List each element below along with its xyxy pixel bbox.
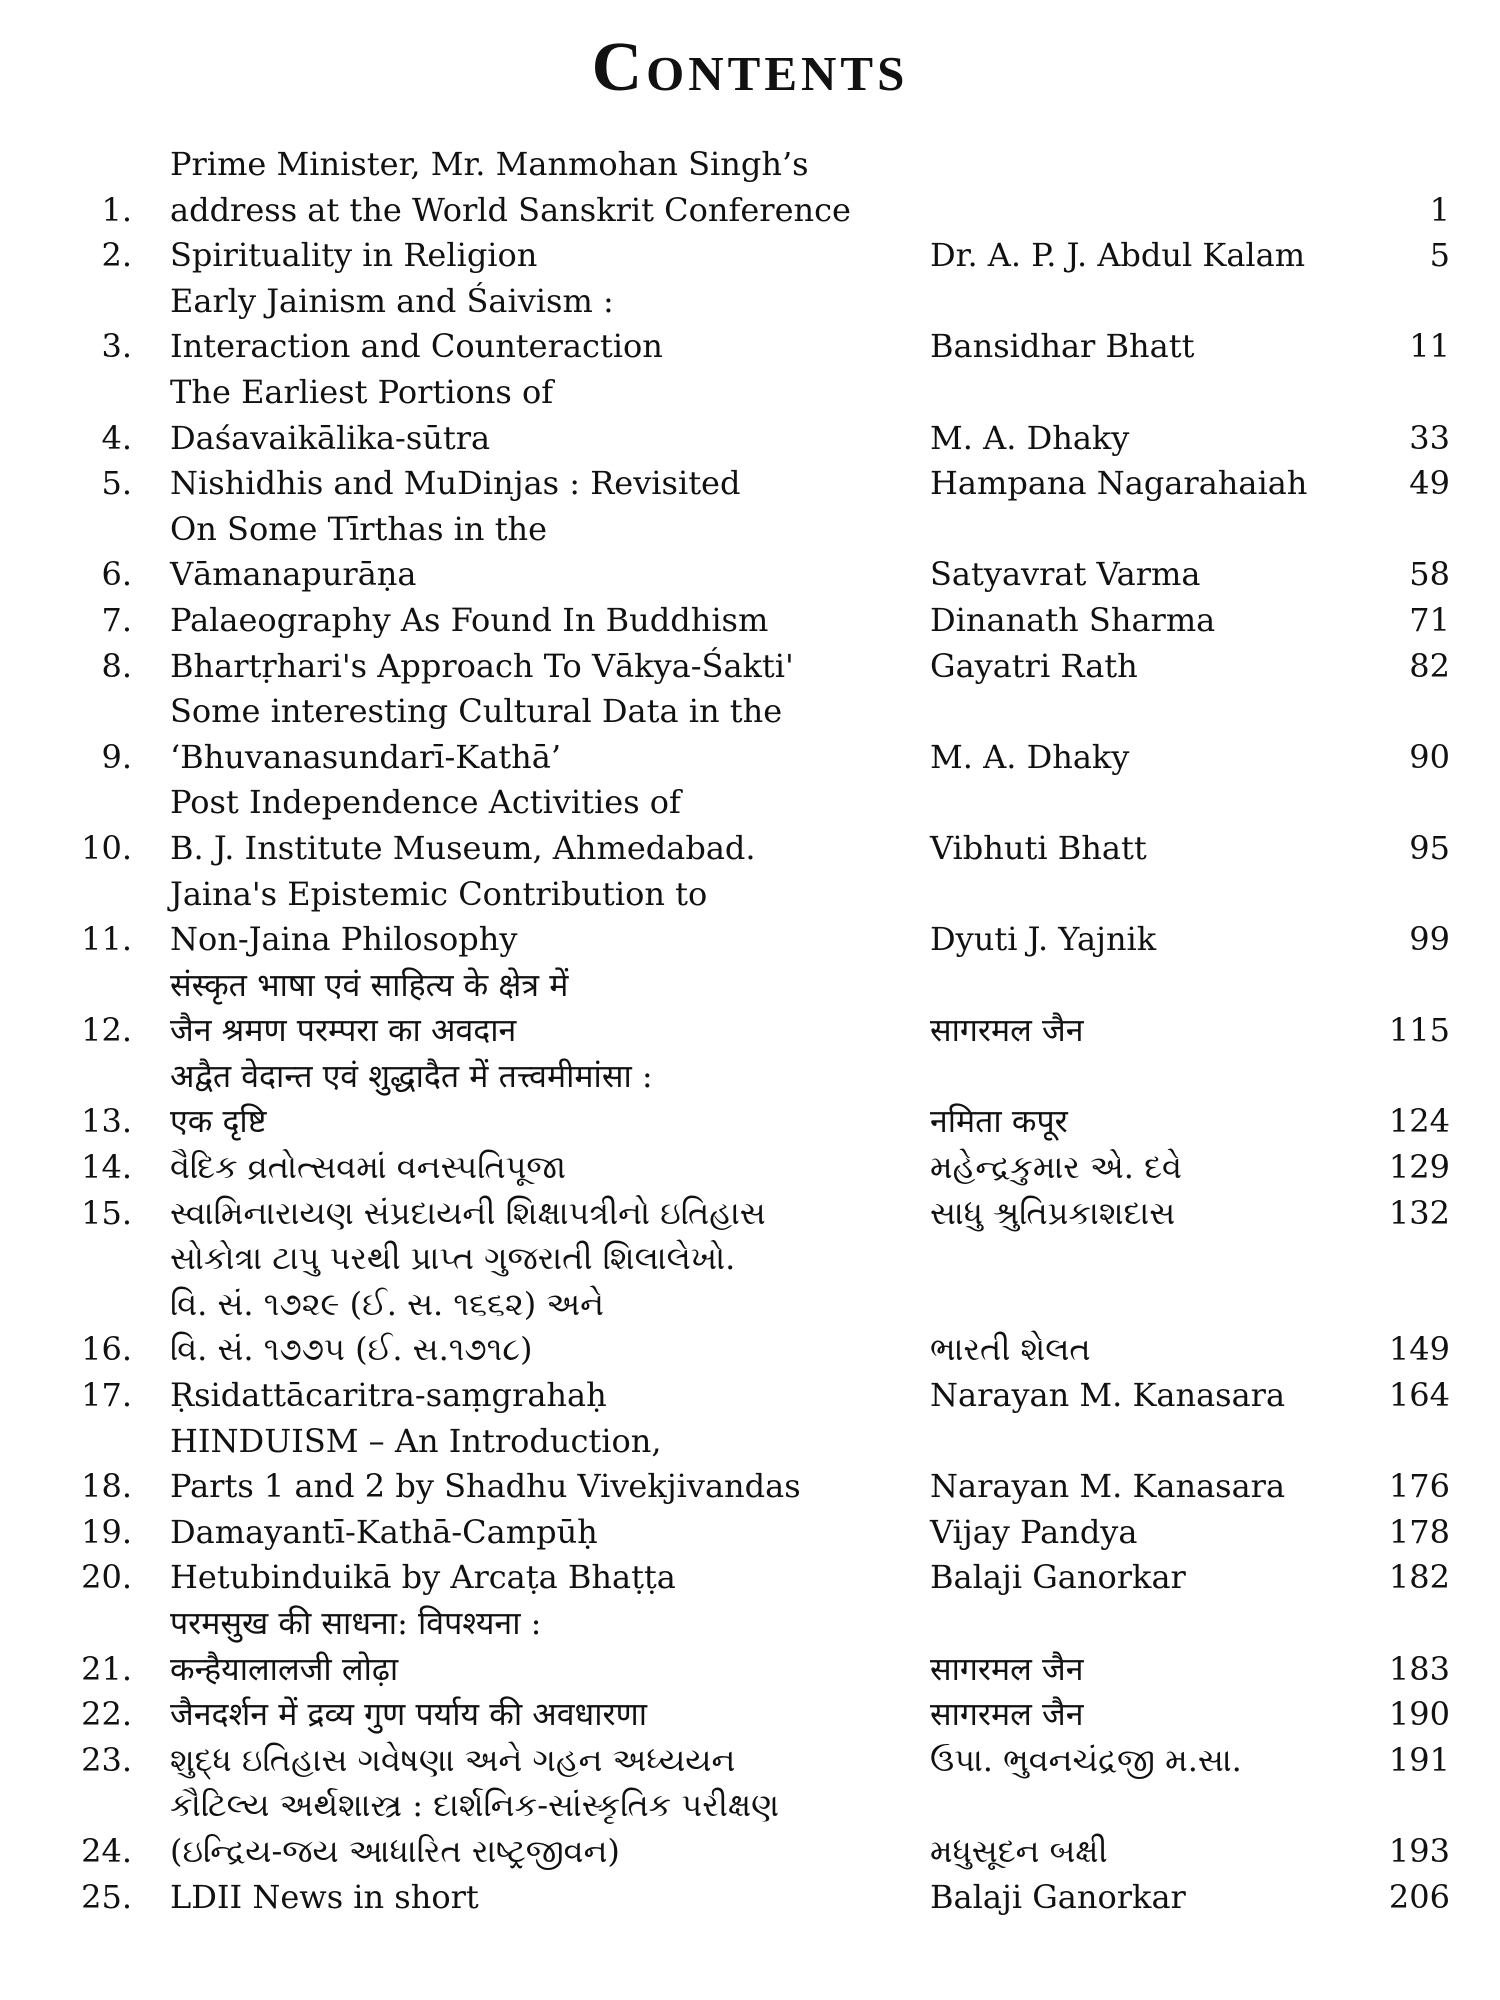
entry-title-line: Parts 1 and 2 by Shadhu Vivekjivandas [170,1467,801,1506]
entry-page-number: 49 [1409,464,1450,503]
entry-number: 21. [81,1649,132,1688]
toc-entry [60,507,1450,598]
entry-title [170,461,930,507]
entry-number: 3. [101,327,132,366]
entry-author: M. A. Dhaky [930,737,1130,776]
entry-title-line: વિ. સં. ૧૭૭૫ (ઈ. સ.૧૭૧૮) [170,1330,533,1369]
entry-number: 14. [81,1148,132,1187]
toc-entry [60,370,1450,461]
entry-number: 25. [81,1877,132,1916]
entry-author: Gayatri Rath [930,646,1138,685]
entry-author: Vijay Pandya [930,1512,1138,1551]
entry-title-line: વૈદિક વ્રતોત્સવમાં વનસ્પતિપૂજા [170,1148,566,1187]
entry-author: Bansidhar Bhatt [930,327,1195,366]
entry-title-line: Damayantī-Kathā-Campūḥ [170,1512,598,1551]
entry-author: नमिता कपूर [930,1102,1068,1141]
entry-page-number: 191 [1388,1740,1450,1779]
entry-title [170,598,930,644]
entry-author: Balaji Ganorkar [930,1877,1186,1916]
entry-page-number: 90 [1409,737,1450,776]
entry-number: 10. [81,828,132,867]
entry-title-line: address at the World Sanskrit Conference [170,190,851,229]
entry-page-number: 1 [1429,190,1450,229]
entry-title-line: कन्हैयालालजी लोढ़ा [170,1649,399,1688]
entry-number: 22. [81,1695,132,1734]
entry-title-line: (ઇન્દ્રિય-જય આધારિત રાષ્ટ્રજીવન) [170,1831,620,1870]
entry-author: Hampana Nagarahaiah [930,464,1308,503]
entry-number: 7. [101,600,132,639]
entry-number: 1. [101,190,132,229]
toc-entry [60,1510,1450,1556]
entry-title-line: Prime Minister, Mr. Manmohan Singh’s [170,145,809,183]
entry-title [170,1236,930,1373]
entry-title-line: Early Jainism and Śaivism : [170,281,614,320]
entry-title-line: B. J. Institute Museum, Ahmedabad. [170,828,756,867]
entry-title [170,689,930,780]
entry-title [170,1145,930,1191]
entry-title [170,1601,930,1692]
entry-title-line: Post Independence Activities of [170,783,681,822]
entry-author: ભારતી શેલત [930,1330,1091,1369]
entry-title-line: Vāmanapurāṇa [170,555,417,594]
entry-title-line: કૌટિલ્ય અર્થશાસ્ત્ર : દાર્શનિક-સાંસ્કૃતિક પરીક્ષણ [170,1786,780,1825]
entry-number: 13. [81,1102,132,1141]
entry-title-line: શુદ્ધ ઇતિહાસ ગવેષણા અને ગહન અધ્યયન [170,1740,736,1779]
toc-entry [60,142,1450,233]
entry-title-line: Bhartṛhari's Approach To Vākya-Śakti' [170,646,794,685]
entry-author: Dinanath Sharma [930,600,1216,639]
toc-entry [60,872,1450,963]
entry-page-number: 178 [1388,1512,1450,1551]
toc-entry [60,1419,1450,1510]
entry-author: Vibhuti Bhatt [930,828,1147,867]
entry-title [170,1373,930,1419]
entry-title-line: વિ. સં. ૧૭૨૯ (ઈ. સ. ૧૬૬૨) અને [170,1284,604,1323]
toc-entry [60,1373,1450,1419]
entry-title-line: परमसुख की साधना: विपश्यना : [170,1604,542,1642]
entry-page-number: 132 [1388,1193,1450,1232]
entry-page-number: 71 [1409,600,1450,639]
toc-entry [60,1555,1450,1601]
toc-entry [60,598,1450,644]
entry-number: 16. [81,1330,132,1369]
entry-page-number: 193 [1388,1831,1450,1870]
entry-page-number: 206 [1388,1877,1450,1916]
entry-title [170,507,930,598]
entry-title-line: સ્વામિનારાયણ સંપ્રદાયની શિક્ષાપત્રીનો ઇતિહાસ [170,1193,766,1232]
entry-number: 6. [101,555,132,594]
entry-title [170,1419,930,1510]
entry-number: 4. [101,418,132,457]
entry-title-line: Ṛsidattācaritra-saṃgrahaḥ [170,1376,607,1415]
entry-author: મધુસૂદન બક્ષી [930,1831,1108,1870]
entry-number: 12. [81,1011,132,1050]
entry-title-line: Interaction and Counteraction [170,327,663,366]
toc-entry [60,644,1450,690]
entry-author: सागरमल जैन [930,1011,1084,1050]
entry-author: મહેન્દ્રકુમાર એ. દવે [930,1148,1182,1187]
table-of-contents [60,142,1450,1920]
entry-title [170,1510,930,1556]
entry-page-number: 82 [1409,646,1450,685]
entry-title-line: ‘Bhuvanasundarī-Kathā’ [170,737,561,776]
entry-author: M. A. Dhaky [930,418,1130,457]
entry-title [170,370,930,461]
entry-number: 19. [81,1512,132,1551]
entry-title-line: On Some Tīrthas in the [170,509,548,548]
entry-page-number: 182 [1388,1558,1450,1597]
entry-page-number: 95 [1409,828,1450,867]
entry-title [170,279,930,370]
entry-number: 5. [101,464,132,503]
entry-number: 9. [101,737,132,776]
entry-title [170,1054,930,1145]
entry-number: 24. [81,1831,132,1870]
entry-title-line: अद्वैत वेदान्त एवं शुद्धादैत में तत्त्वमीमांसा : [170,1056,653,1095]
entry-page-number: 11 [1409,327,1450,366]
entry-title-line: The Earliest Portions of [170,372,554,411]
entry-author: ઉપા. ભુવનચંદ્રજી મ.સા. [930,1740,1242,1779]
entry-page-number: 176 [1388,1467,1450,1506]
toc-entry [60,1191,1450,1237]
page-title: Contents [591,29,909,106]
entry-author: सागरमल जैन [930,1695,1084,1734]
entry-author: Dr. A. P. J. Abdul Kalam [930,236,1306,275]
entry-title [170,872,930,963]
toc-entry [60,963,1450,1054]
entry-title-line: Palaeography As Found In Buddhism [170,600,769,639]
toc-entry [60,1783,1450,1874]
entry-title-line: Spirituality in Religion [170,236,538,275]
entry-number: 11. [81,920,132,959]
entry-title-line: Some interesting Cultural Data in the [170,692,783,731]
toc-entry [60,279,1450,370]
entry-page-number: 124 [1388,1102,1450,1141]
entry-author: सागरमल जैन [930,1649,1084,1688]
entry-title-line: जैन श्रमण परम्परा का अवदान [170,1011,517,1050]
entry-title [170,1692,930,1738]
entry-number: 18. [81,1467,132,1506]
entry-title-line: HINDUISM – An Introduction, [170,1421,662,1460]
entry-number: 17. [81,1376,132,1415]
entry-title-line: Jaina's Epistemic Contribution to [170,874,708,913]
toc-entry [60,1875,1450,1921]
entry-number: 8. [101,646,132,685]
toc-entry [60,461,1450,507]
toc-entry [60,1236,1450,1373]
entry-title-line: जैनदर्शन में द्रव्य गुण पर्याय की अवधारणा [170,1695,648,1734]
entry-author: Balaji Ganorkar [930,1558,1186,1597]
entry-title [170,1738,930,1784]
toc-entry [60,780,1450,871]
entry-page-number: 99 [1409,920,1450,959]
entry-title [170,963,930,1054]
entry-title [170,1555,930,1601]
entry-title-line: Non-Jaina Philosophy [170,920,518,959]
entry-author: Satyavrat Varma [930,555,1201,594]
entry-title [170,1783,930,1874]
entry-title [170,644,930,690]
entry-page-number: 190 [1388,1695,1450,1734]
entry-title-line: एक दृष्टि [170,1102,267,1141]
entry-page-number: 58 [1409,555,1450,594]
entry-title [170,233,930,279]
toc-entry [60,1738,1450,1784]
toc-entry [60,1054,1450,1145]
entry-title [170,1191,930,1237]
entry-title-line: Daśavaikālika-sūtra [170,418,491,457]
entry-title-line: संस्कृत भाषा एवं साहित्य के क्षेत्र में [170,965,569,1004]
toc-entry [60,233,1450,279]
entry-title-line: Hetubinduikā by Arcaṭa Bhaṭṭa [170,1558,676,1597]
entry-title-line: Nishidhis and MuDinjas : Revisited [170,464,741,503]
entry-number: 2. [101,236,132,275]
entry-author: Narayan M. Kanasara [930,1467,1286,1506]
toc-entry [60,689,1450,780]
toc-entry [60,1145,1450,1191]
entry-title [170,1875,930,1921]
entry-number: 23. [81,1740,132,1779]
toc-entry [60,1601,1450,1692]
toc-entry [60,1692,1450,1738]
entry-page-number: 33 [1409,418,1450,457]
entry-number: 20. [81,1558,132,1597]
entry-title [170,780,930,871]
entry-page-number: 115 [1388,1011,1450,1050]
entry-page-number: 149 [1388,1330,1450,1369]
entry-page-number: 5 [1429,236,1450,275]
entry-author: Narayan M. Kanasara [930,1376,1286,1415]
entry-page-number: 129 [1388,1148,1450,1187]
entry-page-number: 183 [1388,1649,1450,1688]
entry-title-line: સોકોત્રા ટાપુ પરથી પ્રાપ્ત ગુજરાતી શિલાલેખો. [170,1239,736,1278]
entry-author: Dyuti J. Yajnik [930,920,1157,959]
entry-title [170,142,930,233]
entry-page-number: 164 [1388,1376,1450,1415]
entry-author: સાધુ શ્રુતિપ્રકાશદાસ [930,1193,1176,1232]
entry-title-line: LDII News in short [170,1877,479,1916]
entry-number: 15. [81,1193,132,1232]
